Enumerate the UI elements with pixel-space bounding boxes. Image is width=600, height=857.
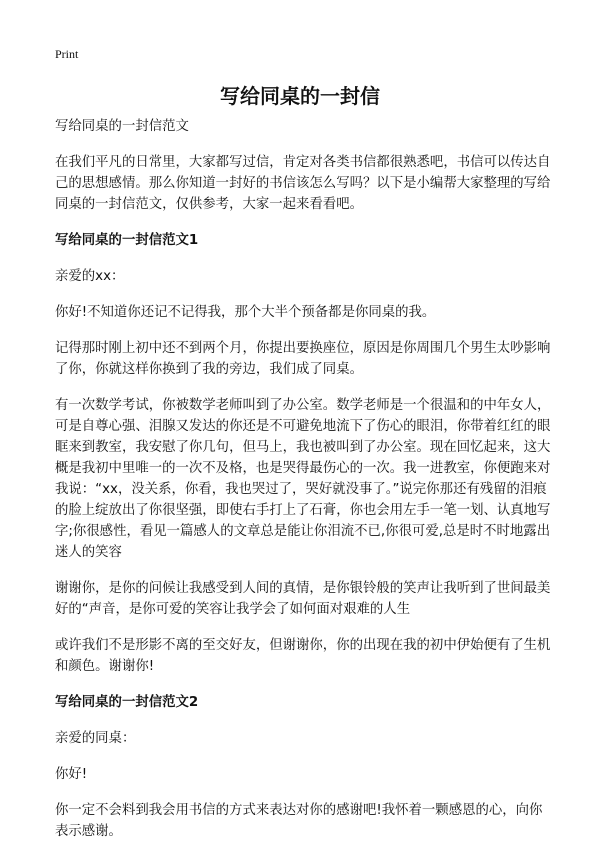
intro-paragraph: 在我们平凡的日常里，大家都写过信，肯定对各类书信都很熟悉吧，书信可以传达自己的思想感情。那么你知道一封好的书信该怎么写吗？以下是小编帮大家整理的写给同桌的一封信范文，仅供参考，大家一起来看看吧。: [55, 155, 551, 212]
body-paragraph: 你好!不知道你还记不记得我，那个大半个预备都是你同桌的我。: [55, 305, 436, 320]
body-paragraph: 你好!: [55, 767, 88, 782]
body-paragraph: 谢谢你，是你的问候让我感受到人间的真情，是你银铃般的笑声让我听到了世间最美好的“声音，是你可爱的笑容让我学会了如何面对艰难的人生: [55, 581, 551, 617]
article-body: [55, 116, 555, 857]
body-paragraph: 有一次数学考试，你被数学老师叫到了办公室。数学老师是一个很温和的中年女人，可是自尊心强、泪腺又发达的你还是不可避免地流下了伤心的眼泪，你带着红红的眼眶来到教室，我安慰了你几句，但马上，我也被叫到了办公室。现在回忆起来，这大概是我初中里唯一的一次不及格，也是哭得最伤心的一次。我一进教室，你便跑来对我说：“xx，没关系，你看，我也哭过了，哭好就没事了。”说完你那还有残留的泪痕的脸上绽放出了你很坚强，即使右手打上了石膏，你也会用左手一笔一划、认真地写字;你很感性，看见一篇感人的文章总是能让你泪流不已,你很可爱,总是时不时地露出迷人的笑容: [55, 398, 551, 560]
subtitle: 写给同桌的一封信范文: [55, 119, 189, 134]
greeting-1: 亲爱的xx：: [55, 269, 125, 284]
body-paragraph: 或许我们不是形影不离的至交好友，但谢谢你，你的出现在我的初中伊始便有了生机和颜色。谢谢你!: [55, 638, 551, 674]
section-heading-2: 写给同桌的一封信范文2: [55, 695, 199, 710]
section-heading-1: 写给同桌的一封信范文1: [55, 233, 199, 248]
print-link[interactable]: Print: [55, 47, 79, 61]
page-title: 写给同桌的一封信: [220, 84, 380, 108]
body-paragraph: 记得那时刚上初中还不到两个月，你提出要换座位，原因是你周围几个男生太吵影响了你，你就这样你换到了我的旁边，我们成了同桌。: [55, 341, 551, 377]
greeting-2: 亲爱的同桌：: [55, 731, 136, 746]
body-paragraph: 你一定不会料到我会用书信的方式来表达对你的感谢吧!我怀着一颗感恩的心，向你表示感谢。: [55, 803, 543, 839]
